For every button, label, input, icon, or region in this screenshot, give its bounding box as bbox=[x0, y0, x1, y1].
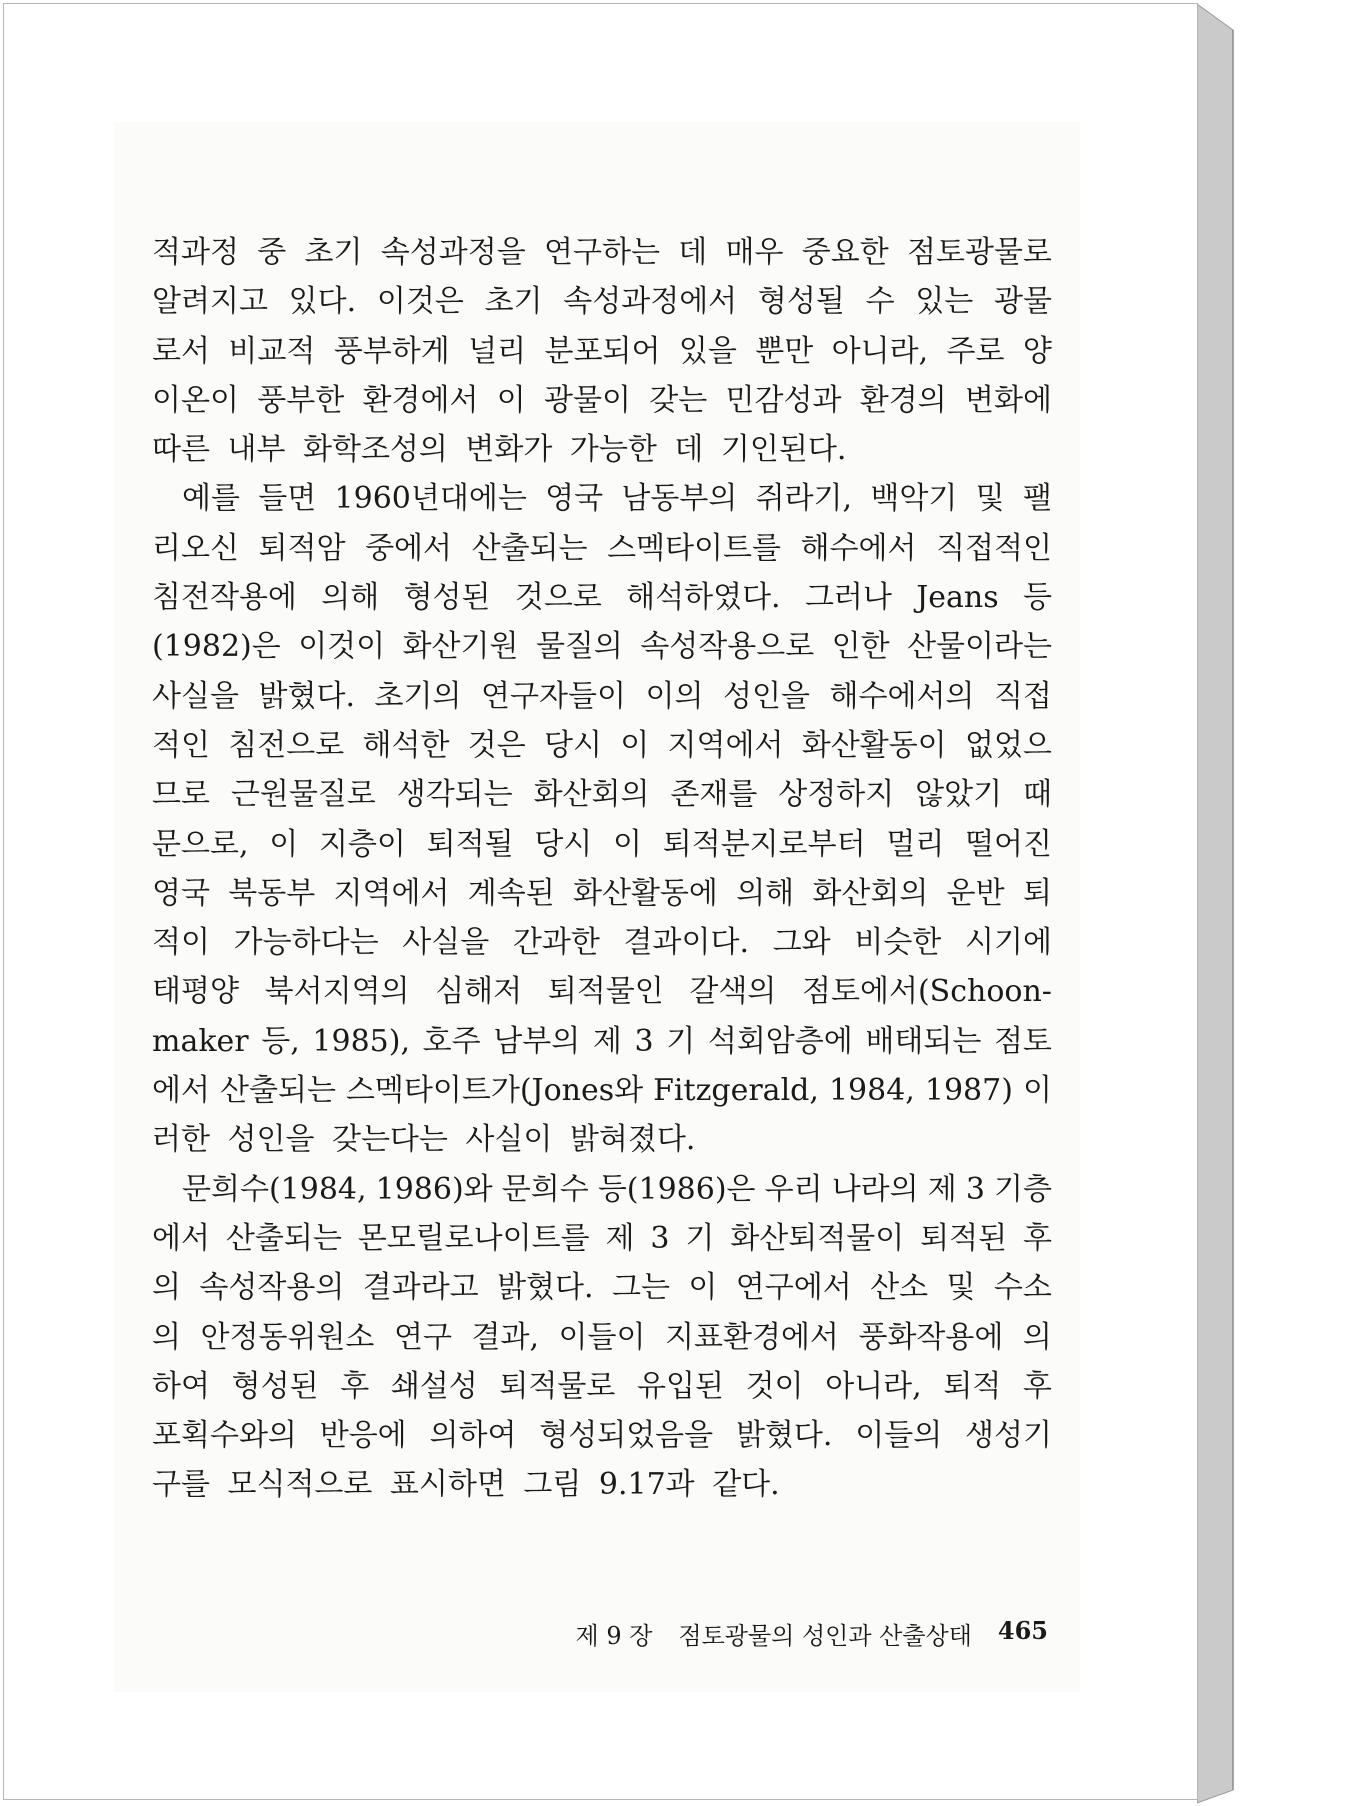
text-line: 영국 북동부 지역에서 계속된 화산활동에 의해 화산회의 운반 퇴 bbox=[152, 875, 1052, 911]
text-line: 예를 들면 1960년대에는 영국 남동부의 쥐라기, 백악기 및 팰 bbox=[182, 481, 1052, 517]
text-line: 므로 근원물질로 생각되는 화산회의 존재를 상정하지 않았기 때 bbox=[152, 777, 1052, 813]
text-line: 알려지고 있다. 이것은 초기 속성과정에서 형성될 수 있는 광물 bbox=[152, 284, 1052, 320]
text-line: 적이 가능하다는 사실을 간과한 결과이다. 그와 비슷한 시기에 bbox=[152, 925, 1052, 961]
running-footer bbox=[540, 1616, 1048, 1651]
footer-chapter: 제 9 장 bbox=[575, 1622, 653, 1650]
text-line: 포획수와의 반응에 의하여 형성되었음을 밝혔다. 이들의 생성기 bbox=[152, 1418, 1052, 1454]
text-line: 리오신 퇴적암 중에서 산출되는 스멕타이트를 해수에서 직접적인 bbox=[152, 530, 1052, 566]
text-line: 적인 침전으로 해석한 것은 당시 이 지역에서 화산활동이 없었으 bbox=[152, 727, 1052, 763]
text-line: 구를 모식적으로 표시하면 그림 9.17과 같다. bbox=[152, 1467, 780, 1503]
text-line: 의 안정동위원소 연구 결과, 이들이 지표환경에서 풍화작용에 의 bbox=[152, 1319, 1052, 1355]
text-line: 태평양 북서지역의 심해저 퇴적물인 갈색의 점토에서(Schoon- bbox=[152, 974, 1052, 1010]
text-line: 에서 산출되는 스멕타이트가(Jones와 Fitzgerald, 1984, 1987) 이 bbox=[152, 1073, 1052, 1109]
text-line: (1982)은 이것이 화산기원 물질의 속성작용으로 인한 산물이라는 bbox=[152, 629, 1052, 665]
text-line: 적과정 중 초기 속성과정을 연구하는 데 매우 중요한 점토광물로 bbox=[152, 235, 1052, 270]
text-line: 에서 산출되는 몬모릴로나이트를 제 3 기 화산퇴적물이 퇴적된 후 bbox=[152, 1220, 1052, 1256]
text-line: 의 속성작용의 결과라고 밝혔다. 그는 이 연구에서 산소 및 수소 bbox=[152, 1270, 1052, 1306]
text-line: 이온이 풍부한 환경에서 이 광물이 갖는 민감성과 환경의 변화에 bbox=[152, 382, 1052, 418]
page-edge-shadow bbox=[1197, 0, 1242, 1806]
text-line: maker 등, 1985), 호주 남부의 제 3 기 석회암층에 배태되는 점토 bbox=[152, 1023, 1052, 1059]
text-line: 로서 비교적 풍부하게 널리 분포되어 있을 뿐만 아니라, 주로 양 bbox=[152, 333, 1052, 369]
text-line: 하여 형성된 후 쇄설성 퇴적물로 유입된 것이 아니라, 퇴적 후 bbox=[152, 1368, 1052, 1404]
text-line: 침전작용에 의해 형성된 것으로 해석하였다. 그러나 Jeans 등 bbox=[152, 580, 1052, 616]
page-number: 465 bbox=[997, 1616, 1048, 1645]
footer-title: 점토광물의 성인과 산출상태 bbox=[678, 1622, 972, 1650]
text-line: 문으로, 이 지층이 퇴적될 당시 이 퇴적분지로부터 멀리 떨어진 bbox=[152, 826, 1052, 862]
text-line: 따른 내부 화학조성의 변화가 가능한 데 기인된다. bbox=[152, 432, 847, 468]
text-line: 러한 성인을 갖는다는 사실이 밝혀졌다. bbox=[152, 1122, 696, 1158]
text-line: 문희수(1984, 1986)와 문희수 등(1986)은 우리 나라의 제 3 기층 bbox=[182, 1171, 1052, 1207]
text-line: 사실을 밝혔다. 초기의 연구자들이 이의 성인을 해수에서의 직접 bbox=[152, 678, 1052, 714]
body-text bbox=[152, 228, 1052, 1510]
